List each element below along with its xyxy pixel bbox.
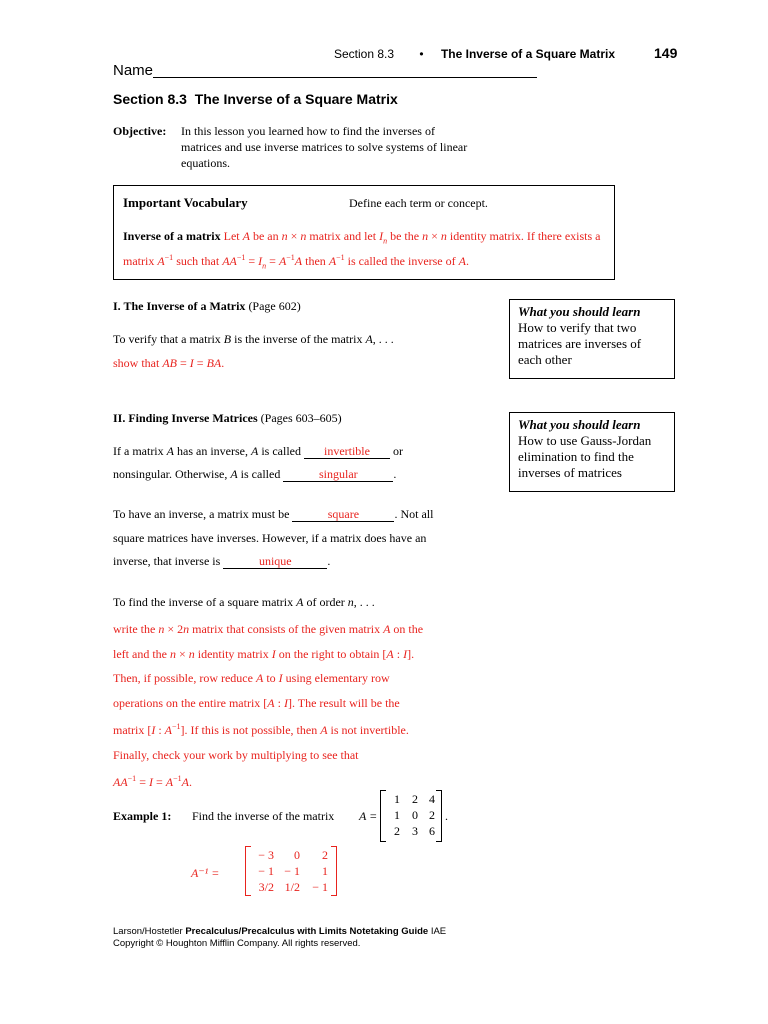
answer-line: matrix [I : $A^{-1}$]. If this is not possible, then A is not invertible. (113, 722, 409, 737)
answer-line: $AA^{-1} = I = A^{-1}A$. (113, 774, 192, 789)
matrix-row: 1 0 2 (394, 808, 435, 822)
matrix-row: − 1 − 1 1 (258, 864, 328, 878)
singular-sentence: nonsingular. Otherwise, A is called singular . (113, 467, 397, 481)
section2-heading: II. Finding Inverse Matrices (Pages 603–605) (113, 411, 342, 425)
sidebox-line: matrices are inverses of (518, 336, 642, 351)
left-bracket (245, 846, 251, 896)
answer-line: left and the n × n identity matrix I on the right to obtain [A : I]. (113, 646, 415, 661)
matrix-row: 3/2 1/2 − 1 (258, 880, 328, 894)
left-bracket (380, 790, 386, 842)
find-inverse-prompt: To find the inverse of a square matrix A of order n, . . . (113, 595, 375, 609)
vocab-heading: Important Vocabulary (123, 195, 248, 210)
answer-line: write the n × 2n matrix that consists of the given matrix A on the (113, 622, 424, 636)
example1-prompt: Find the inverse of the matrix (192, 809, 335, 823)
unique-sentence: inverse, that inverse is unique . (113, 554, 331, 568)
sidebox-heading: What you should learn (518, 417, 641, 432)
vocabulary-box (113, 185, 615, 280)
blank-singular: singular (283, 467, 393, 482)
sidebox-line: each other (518, 352, 572, 367)
name-line (153, 63, 537, 78)
objective-text (181, 123, 541, 171)
running-header (334, 46, 615, 62)
footer (113, 926, 446, 950)
square-sentence-line2: square matrices have inverses. However, if a matrix does have an (113, 531, 427, 545)
example1-label: Example 1: (113, 809, 172, 823)
blank-unique: unique (223, 554, 327, 569)
square-sentence: To have an inverse, a matrix must be square . Not all (113, 507, 434, 521)
blank-invertible: invertible (304, 444, 390, 459)
find-inverse-answer (113, 617, 423, 795)
invertible-sentence: If a matrix A has an inverse, A is called invertible or (113, 444, 403, 458)
answer-line: Finally, check your work by multiplying to see that (113, 747, 359, 762)
objective-label: Objective: (113, 124, 167, 138)
sidebox-heading: What you should learn (518, 304, 641, 319)
answer-matrix (245, 846, 337, 898)
sidebox-line: How to verify that two (518, 320, 637, 335)
vocab-answer: Let A be an n × n matrix and let $I_n$ be the n × n identity matrix. If there exists a matrix $A^{-1}$ such that $AA^{-1} = I_n = A^{-1}A$ then $A^{-1}$ is called the inverse of A. (123, 229, 601, 271)
section1-heading: I. The Inverse of a Matrix (Page 602) (113, 299, 301, 313)
header-title: The Inverse of a Square Matrix (440, 47, 615, 61)
sidebox-line: inverses of matrices (518, 465, 622, 480)
objective-line: equations. (181, 156, 230, 170)
answer-line: Then, if possible, row reduce A to I using elementary row (113, 671, 390, 685)
answer-matrix-body (252, 847, 328, 895)
name-label: Name (113, 62, 154, 79)
matrix-name: A = (359, 809, 378, 823)
matrix-a-body (389, 791, 435, 839)
header-bullet: • (419, 47, 424, 61)
blank-square: square (292, 507, 394, 522)
answer-label: A⁻¹ = (191, 866, 220, 880)
answer-line: operations on the entire matrix [A : I]. The result will be the (113, 695, 400, 710)
right-bracket (436, 790, 442, 842)
matrix-row: 2 3 6 (394, 824, 435, 838)
section1-answer: show that AB = I = BA. (113, 356, 225, 370)
objective-line: In this lesson you learned how to find the inverses of (181, 124, 435, 138)
name-field (113, 62, 537, 80)
matrix-period: . (445, 809, 448, 823)
matrix-a (380, 790, 442, 842)
what-you-should-learn-box-2 (509, 412, 675, 492)
footer-line-2: Copyright © Houghton Mifflin Company. All rights reserved. (113, 938, 361, 949)
sidebox-line: elimination to find the (518, 449, 634, 464)
vocab-instruction: Define each term or concept. (349, 196, 488, 210)
sidebox-line: How to use Gauss-Jordan (518, 433, 652, 448)
vocab-term: Inverse of a matrix (123, 229, 221, 243)
right-bracket (331, 846, 337, 896)
section1-prompt: To verify that a matrix B is the inverse of the matrix A, . . . (113, 332, 394, 346)
what-you-should-learn-box-1 (509, 299, 675, 379)
page-title: Section 8.3 The Inverse of a Square Matrix (113, 91, 398, 107)
vocab-definition (123, 228, 609, 275)
header-section: Section 8.3 (334, 47, 395, 61)
footer-line-1: Larson/Hostetler Precalculus/Precalculus with Limits Notetaking Guide IAE (113, 926, 447, 937)
matrix-row: 1 2 4 (394, 792, 435, 806)
objective-line: matrices and use inverse matrices to solve systems of linear (181, 140, 468, 154)
page-number: 149 (654, 45, 678, 61)
matrix-row: − 3 0 2 (258, 848, 328, 862)
